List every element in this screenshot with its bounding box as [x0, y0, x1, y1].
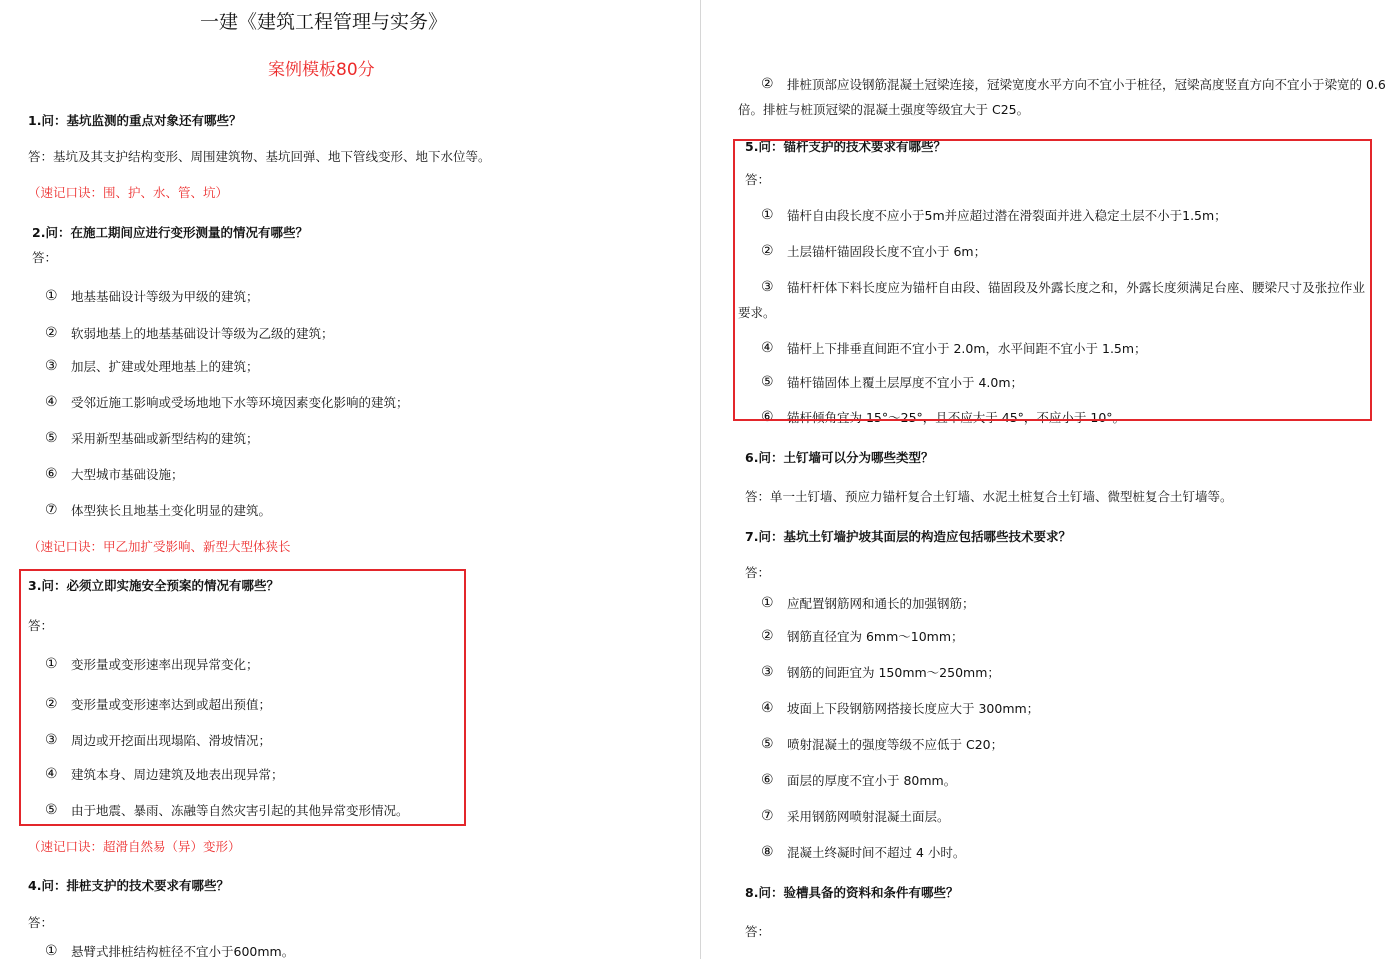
item-number: ③ — [761, 279, 774, 295]
item-text: 周边或开挖面出现塌陷、滑坡情况； — [71, 733, 272, 748]
item-number: ④ — [45, 766, 58, 782]
item-text: 大型城市基础设施； — [71, 467, 184, 482]
list-item — [761, 701, 1039, 717]
item-number: ② — [761, 76, 774, 92]
item-text: 加层、扩建或处理地基上的建筑； — [71, 359, 259, 374]
item-text: 采用新型基础或新型结构的建筑； — [71, 431, 259, 446]
list-item — [761, 845, 965, 861]
mnemonic-note: （速记口诀：围、护、水、管、坑） — [28, 185, 229, 200]
item-number: ② — [45, 325, 58, 341]
question-heading: 8.问：验槽具备的资料和条件有哪些？ — [745, 885, 959, 900]
mnemonic-note: （速记口诀：超滑自然易（异）变形） — [28, 839, 241, 854]
answer-text: 答：基坑及其支护结构变形、周围建筑物、基坑回弹、地下管线变形、地下水位等。 — [28, 149, 491, 164]
question-heading: 4.问：排桩支护的技术要求有哪些？ — [28, 878, 229, 893]
list-item — [761, 596, 975, 612]
item-text: 坡面上下段钢筋网搭接长度应大于 300mm； — [787, 701, 1040, 716]
list-item — [761, 809, 950, 825]
item-text: 混凝土终凝时间不超过 4 小时。 — [787, 845, 966, 860]
item-text: 由于地震、暴雨、冻融等自然灾害引起的其他异常变形情况。 — [71, 803, 409, 818]
item-text-continuation: 要求。 — [738, 305, 776, 320]
item-number: ① — [761, 595, 774, 611]
item-text-continuation: 倍。排桩与桩顶冠梁的混凝土强度等级宜大于 C25。 — [738, 102, 1030, 117]
list-item — [761, 280, 1365, 296]
item-number: ③ — [45, 358, 58, 374]
item-text: 锚杆倾角宜为 15°～25°，且不应大于 45°，不应小于 10°。 — [787, 410, 1126, 425]
document-title: 一建《建筑工程管理与实务》 — [200, 11, 448, 33]
item-text: 锚杆锚固体上覆土层厚度不宜小于 4.0m； — [787, 375, 1024, 390]
item-number: ⑤ — [761, 736, 774, 752]
list-item — [761, 76, 1386, 93]
list-item — [761, 410, 1125, 426]
item-text: 排桩顶部应设钢筋混凝土冠梁连接，冠梁宽度水平方向不宜小于桩径，冠梁高度竖直方向不宜小于梁宽的 0.6 — [787, 77, 1386, 92]
answer-label: 答： — [28, 618, 54, 633]
item-number: ③ — [45, 732, 58, 748]
item-number: ② — [45, 696, 58, 712]
item-number: ⑤ — [45, 430, 58, 446]
item-text: 受邻近施工影响或受场地地下水等环境因素变化影响的建筑； — [71, 395, 409, 410]
item-number: ③ — [761, 664, 774, 680]
item-number: ① — [761, 207, 774, 223]
answer-label: 答： — [32, 250, 58, 265]
list-item — [761, 737, 1003, 753]
item-text: 锚杆自由段长度不应小于5m并应超过潜在滑裂面并进入稳定土层不小于1.5m； — [787, 208, 1227, 223]
item-number: ⑤ — [761, 374, 774, 390]
item-text: 钢筋直径宜为 6mm～10mm； — [787, 629, 964, 644]
item-number: ⑥ — [761, 772, 774, 788]
question-heading: 3.问：必须立即实施安全预案的情况有哪些？ — [28, 578, 279, 593]
list-item — [761, 665, 1000, 681]
item-text: 变形量或变形速率出现异常变化； — [71, 657, 259, 672]
document-subtitle: 案例模板80分 — [268, 60, 375, 80]
item-text: 应配置钢筋网和通长的加强钢筋； — [787, 596, 975, 611]
item-number: ① — [45, 288, 58, 304]
question-heading: 7.问：基坑土钉墙护坡其面层的构造应包括哪些技术要求？ — [745, 529, 1071, 544]
item-text: 建筑本身、周边建筑及地表出现异常； — [71, 767, 284, 782]
question-heading: 5.问：锚杆支护的技术要求有哪些？ — [745, 139, 946, 154]
list-item — [761, 375, 1023, 391]
list-item — [761, 341, 1147, 357]
item-text: 软弱地基上的地基基础设计等级为乙级的建筑； — [71, 326, 334, 341]
list-item — [761, 244, 986, 260]
item-text: 体型狭长且地基土变化明显的建筑。 — [71, 503, 272, 518]
item-number: ⑥ — [45, 466, 58, 482]
question-heading: 6.问：土钉墙可以分为哪些类型？ — [745, 450, 934, 465]
item-number: ④ — [45, 394, 58, 410]
item-text: 锚杆杆体下料长度应为锚杆自由段、锚固段及外露长度之和，外露长度须满足台座、腰梁尺寸及张拉作业 — [787, 280, 1365, 295]
list-item — [761, 773, 956, 789]
item-text: 悬臂式排桩结构桩径不宜小于600mm。 — [71, 944, 295, 959]
item-number: ⑤ — [45, 802, 58, 818]
answer-text: 答：单一土钉墙、预应力锚杆复合土钉墙、水泥土桩复合土钉墙、微型桩复合土钉墙等。 — [745, 489, 1233, 504]
item-text: 土层锚杆锚固段长度不宜小于 6m； — [787, 244, 987, 259]
item-number: ② — [761, 628, 774, 644]
item-number: ① — [45, 943, 58, 959]
item-text: 锚杆上下排垂直间距不宜小于 2.0m，水平间距不宜小于 1.5m； — [787, 341, 1147, 356]
mnemonic-note: （速记口诀：甲乙加扩受影响、新型大型体狭长 — [28, 539, 291, 554]
item-number: ⑧ — [761, 844, 774, 860]
item-number: ⑦ — [45, 502, 58, 518]
item-text: 地基基础设计等级为甲级的建筑； — [71, 289, 259, 304]
item-number: ② — [761, 243, 774, 259]
list-item — [761, 629, 964, 645]
answer-label: 答： — [745, 565, 771, 580]
item-number: ⑦ — [761, 808, 774, 824]
item-number: ④ — [761, 700, 774, 716]
item-number: ① — [45, 656, 58, 672]
answer-label: 答： — [28, 915, 54, 930]
answer-label: 答： — [745, 924, 771, 939]
item-text: 变形量或变形速率达到或超出预值； — [71, 697, 272, 712]
item-text: 喷射混凝土的强度等级不应低于 C20； — [787, 737, 1004, 752]
list-item — [761, 208, 1227, 224]
item-text: 采用钢筋网喷射混凝土面层。 — [787, 809, 950, 824]
item-number: ⑥ — [761, 409, 774, 425]
answer-label: 答： — [745, 172, 771, 187]
item-text: 钢筋的间距宜为 150mm～250mm； — [787, 665, 1000, 680]
item-text: 面层的厚度不宜小于 80mm。 — [787, 773, 957, 788]
item-number: ④ — [761, 340, 774, 356]
question-heading: 2.问：在施工期间应进行变形测量的情况有哪些？ — [32, 225, 308, 240]
question-heading: 1.问：基坑监测的重点对象还有哪些？ — [28, 113, 242, 128]
